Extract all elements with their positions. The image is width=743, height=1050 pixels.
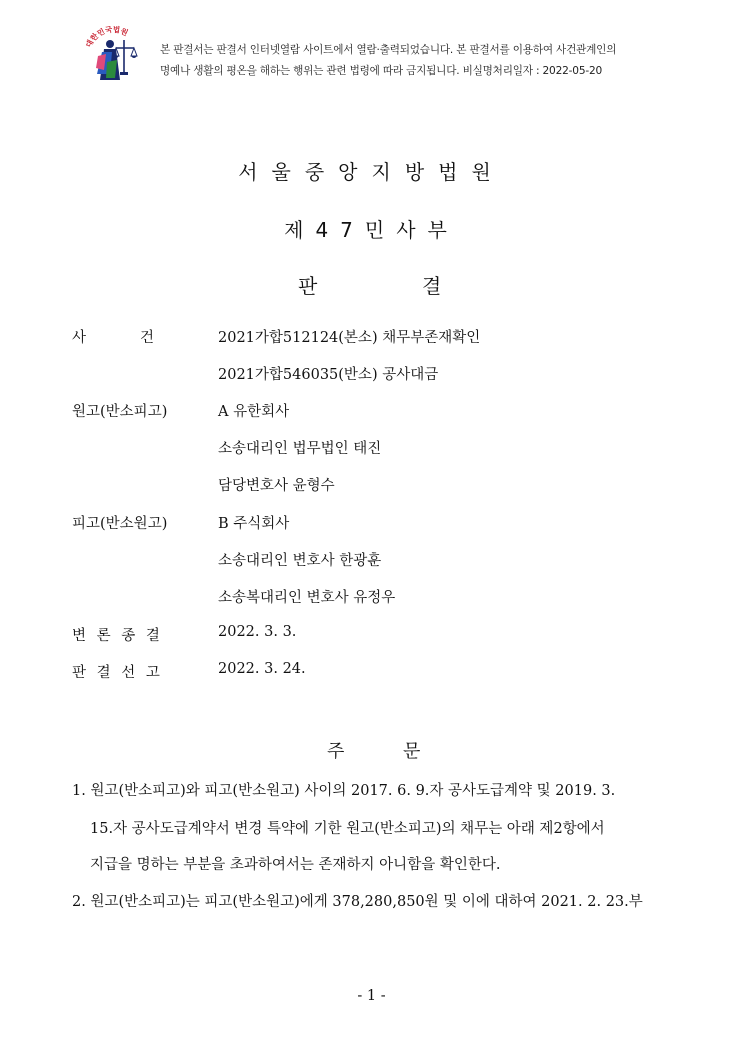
- plaintiff-counsel: 소송대리인 법무법인 태진: [218, 441, 382, 457]
- label-char: 선: [121, 665, 136, 681]
- judgment-title-right: 결: [422, 274, 442, 298]
- label-char: 건: [140, 330, 155, 346]
- label-char: 사: [72, 330, 87, 346]
- order-paragraph-1-line: 지급을 명하는 부분을 초과하여서는 존재하지 아니함을 확인한다.: [90, 857, 501, 873]
- court-name: [0, 156, 743, 185]
- plaintiff-attorney: 담당변호사 윤형수: [218, 478, 335, 494]
- judgment-title-left: 판: [298, 274, 318, 298]
- emblem-arc-text: 대한민국법원: [83, 24, 130, 49]
- notice-line: 본 판결서는 판결서 인터넷열람 사이트에서 열람·출력되었습니다. 본 판결서를 이용하여 사건관계인의: [160, 44, 617, 56]
- sentencing-date: 2022. 3. 24.: [218, 661, 306, 677]
- division-text: 제47민사부: [284, 218, 459, 242]
- case-number-counter: 2021가합546035(반소) 공사대금: [218, 367, 439, 383]
- label-char: 종: [121, 628, 136, 644]
- defendant-sub-counsel: 소송복대리인 변호사 유정우: [218, 590, 396, 606]
- court-name-text: 서울중앙지방법원: [238, 160, 505, 184]
- case-number-main: 2021가합512124(본소) 채무부존재확인: [218, 330, 481, 346]
- label-char: 판: [72, 665, 87, 681]
- closing-label: [72, 624, 160, 645]
- label-char: 결: [145, 628, 160, 644]
- closing-date: 2022. 3. 3.: [218, 624, 297, 640]
- label-char: 론: [96, 628, 111, 644]
- page-number: - 1 -: [357, 988, 386, 1004]
- order-title-left: 주: [327, 741, 345, 762]
- order-title-right: 문: [403, 741, 421, 762]
- order-paragraph-1-line: 15.자 공사도급계약서 변경 특약에 기한 원고(반소피고)의 채무는 아래 제2항에서: [90, 821, 605, 837]
- division-name: [0, 214, 743, 243]
- view-notice: [160, 40, 720, 82]
- court-emblem-icon: [80, 22, 146, 90]
- defendant-label: 피고(반소원고): [72, 516, 168, 532]
- case-label: [72, 326, 155, 347]
- notice-line: 명예나 생활의 평온을 해하는 행위는 관련 법령에 따라 금지됩니다. 비실명처리일자 : 2022-05-20: [160, 65, 603, 77]
- label-char: 고: [145, 665, 160, 681]
- plaintiff-label: 원고(반소피고): [72, 404, 168, 420]
- order-paragraph-2-line: 2. 원고(반소피고)는 피고(반소원고)에게 378,280,850원 및 이에 대하여 2021. 2. 23.부: [72, 894, 643, 910]
- plaintiff-name: A 유한회사: [218, 404, 290, 420]
- defendant-counsel: 소송대리인 변호사 한광훈: [218, 553, 382, 569]
- order-paragraph-1-line: 1. 원고(반소피고)와 피고(반소원고) 사이의 2017. 6. 9.자 공사도급계약 및 2019. 3.: [72, 783, 616, 799]
- label-char: 변: [72, 628, 87, 644]
- sentencing-label: [72, 661, 160, 682]
- defendant-name: B 주식회사: [218, 516, 290, 532]
- label-char: 결: [96, 665, 111, 681]
